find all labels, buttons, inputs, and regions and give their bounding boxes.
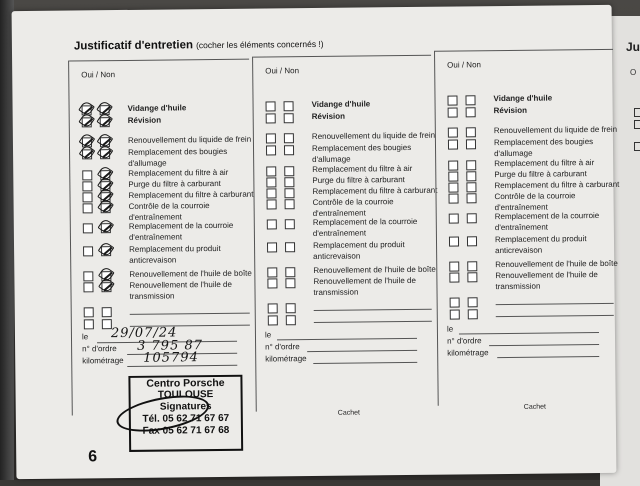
- checkbox-non[interactable]: [101, 282, 111, 292]
- checklist-item-label: Remplacement de la courroie d'entraînement: [128, 220, 234, 242]
- next-page-header: O: [630, 68, 637, 77]
- checkbox[interactable]: [450, 297, 460, 307]
- checklist-item-label: Renouvellement de l'huile de transmission: [495, 270, 598, 291]
- checkbox-oui[interactable]: [267, 267, 277, 277]
- checklist-item-label: Révision: [493, 105, 528, 116]
- checkbox-oui[interactable]: [83, 271, 93, 281]
- stamp-fax: Fax 05 62 71 67 68: [142, 424, 230, 437]
- checkbox-non[interactable]: [284, 166, 294, 176]
- checkbox[interactable]: [84, 319, 94, 329]
- checkbox-oui[interactable]: [448, 127, 458, 137]
- checkbox-oui[interactable]: [83, 203, 93, 213]
- checklist-item-label: Remplacement du filtre à carburant: [312, 185, 438, 197]
- checklist-item-label: Remplacement du filtre à air: [312, 163, 413, 175]
- checklist-item-label: Renouvellement de l'huile de boîte: [129, 268, 252, 279]
- checkbox-non[interactable]: [285, 219, 295, 229]
- checklist-row: [266, 99, 442, 112]
- checklist-item-label: Purge du filtre à carburant: [494, 169, 587, 180]
- checklist-row: [82, 135, 260, 148]
- yes-no-header: Oui / Non: [265, 66, 300, 76]
- checkbox[interactable]: [268, 303, 278, 313]
- label-ordre: n° d'ordre: [265, 342, 300, 352]
- checkbox-oui[interactable]: [266, 113, 276, 123]
- checkbox-non[interactable]: [465, 95, 475, 105]
- checkbox-non[interactable]: [466, 193, 476, 203]
- blank-row: [450, 295, 614, 308]
- checkbox[interactable]: [450, 309, 460, 319]
- blank-line: [496, 295, 614, 305]
- next-page-title: Ju: [626, 40, 640, 54]
- checklist-item-label: Remplacement des bougies d'allumage: [128, 146, 228, 168]
- checkbox: [634, 108, 640, 117]
- handwritten-ordre: 3 795 87: [137, 338, 204, 354]
- label-le: le: [264, 330, 272, 340]
- checkbox-oui[interactable]: [448, 160, 458, 170]
- checklist-row: [449, 234, 625, 257]
- checkbox-non[interactable]: [467, 236, 477, 246]
- stamp-line: Centro Porsche: [146, 376, 225, 390]
- checklist-row: [82, 115, 260, 128]
- checklist-item-label: Contrôle de la courroie d'entraînement: [128, 201, 210, 222]
- checklist-row: [83, 244, 261, 267]
- checklist-row: [83, 280, 261, 303]
- checkbox-non[interactable]: [284, 177, 294, 187]
- handwritten-date: 29/07/24: [110, 325, 178, 342]
- checklist-row: [267, 276, 443, 299]
- checkbox-non[interactable]: [100, 149, 110, 159]
- checkbox-non[interactable]: [467, 213, 477, 223]
- checkbox-non[interactable]: [285, 242, 295, 252]
- stamp-line: TOULOUSE: [157, 389, 214, 401]
- checkbox-non[interactable]: [284, 113, 294, 123]
- blank-row: [450, 307, 614, 320]
- checkbox-non[interactable]: [101, 203, 111, 213]
- checkbox-non[interactable]: [284, 101, 294, 111]
- checklist-row: [266, 143, 442, 166]
- checkbox-non[interactable]: [466, 139, 476, 149]
- checkbox[interactable]: [468, 297, 478, 307]
- checkbox-oui[interactable]: [449, 213, 459, 223]
- blank-row: [268, 313, 432, 326]
- checklist-row: [267, 217, 443, 240]
- checkbox-non[interactable]: [101, 223, 111, 233]
- checklist-item-label: Remplacement du filtre à air: [128, 167, 229, 178]
- checklist-item-label: Contrôle de la courroie d'entraînement: [312, 197, 394, 218]
- checklist-row: [447, 93, 623, 106]
- checkbox-non[interactable]: [284, 133, 294, 143]
- checkbox-non[interactable]: [466, 171, 476, 181]
- checkbox[interactable]: [286, 315, 296, 325]
- column-rule: [253, 55, 431, 58]
- checkbox-non[interactable]: [466, 107, 476, 117]
- cachet-label: Cachet: [523, 403, 546, 411]
- checkbox-oui[interactable]: [267, 219, 277, 229]
- checkbox-oui[interactable]: [83, 246, 93, 256]
- checkbox[interactable]: [468, 309, 478, 319]
- cachet-label: Cachet: [337, 409, 361, 417]
- checklist-item-label: Remplacement des bougies d'allumage: [311, 142, 412, 164]
- checklist-item-label: Purge du filtre à carburant: [312, 175, 405, 186]
- checkbox-oui[interactable]: [267, 278, 277, 288]
- checkbox-oui[interactable]: [83, 223, 93, 233]
- checklist-item-label: Renouvellement de l'huile de transmission: [129, 279, 232, 301]
- label-km: kilométrage: [265, 354, 307, 364]
- label-ordre: n° d'ordre: [446, 336, 482, 346]
- checkbox-oui[interactable]: [267, 242, 277, 252]
- checklist-item-label: Vidange d'huile: [311, 99, 371, 110]
- checklist-item-label: Remplacement du produit anticrevaison: [312, 240, 405, 261]
- checklist-row: [82, 147, 260, 170]
- yes-no-header: Oui / Non: [81, 70, 116, 80]
- checkbox-oui[interactable]: [266, 188, 276, 198]
- checkbox-oui[interactable]: [449, 236, 459, 246]
- checkbox-oui[interactable]: [82, 192, 92, 202]
- checkbox: [634, 120, 640, 129]
- checkbox-non[interactable]: [100, 117, 110, 127]
- checklist-item-label: Renouvellement du liquide de frein: [311, 130, 436, 142]
- checkbox-oui[interactable]: [266, 177, 276, 187]
- checklist-item-label: Renouvellement du liquide de frein: [493, 124, 618, 136]
- checklist-row: [449, 211, 625, 234]
- checkbox-oui[interactable]: [449, 272, 459, 282]
- checkbox-oui[interactable]: [82, 181, 92, 191]
- checkbox-non[interactable]: [285, 267, 295, 277]
- checklist-item-label: Révision: [311, 111, 346, 122]
- checklist-row: [266, 111, 442, 124]
- checkbox-non[interactable]: [285, 278, 295, 288]
- maintenance-page: [12, 5, 620, 479]
- title-subtitle: (cocher les éléments concernés !): [195, 38, 324, 51]
- checkbox-non[interactable]: [467, 272, 477, 282]
- checkbox[interactable]: [102, 307, 112, 317]
- checklist-row: [266, 131, 442, 144]
- checklist-item-label: Remplacement de la courroie d'entraînement: [312, 216, 418, 238]
- checkbox-oui[interactable]: [266, 166, 276, 176]
- checklist-item-label: Remplacement des bougies d'allumage: [493, 137, 594, 158]
- checkbox-non[interactable]: [284, 188, 294, 198]
- checkbox-non[interactable]: [466, 127, 476, 137]
- checklist-item-label: Vidange d'huile: [493, 93, 553, 104]
- checkbox-oui[interactable]: [448, 171, 458, 181]
- blank-row: [84, 305, 250, 318]
- title-text: Justificatif d'entretien: [73, 39, 194, 53]
- checkbox-oui[interactable]: [266, 145, 276, 155]
- checklist-item-label: Renouvellement du liquide de frein: [127, 134, 252, 145]
- yes-no-header: Oui / Non: [447, 60, 481, 70]
- blank-line: [314, 301, 432, 311]
- checkbox-oui[interactable]: [83, 282, 93, 292]
- checkbox-oui[interactable]: [82, 149, 92, 159]
- checkbox-oui[interactable]: [448, 139, 458, 149]
- checklist-item-label: Purge du filtre à carburant: [128, 178, 221, 189]
- checklist-item-label: Renouvellement de l'huile de boîte: [495, 258, 618, 270]
- checklist-item-label: Remplacement du produit anticrevaison: [494, 234, 587, 255]
- label-le: le: [446, 324, 454, 334]
- page-number: 6: [88, 448, 98, 466]
- checkbox: [634, 142, 640, 151]
- checklist-row: [267, 240, 443, 263]
- checklist-row: [448, 105, 624, 118]
- checkbox-oui[interactable]: [82, 170, 92, 180]
- checkbox-non[interactable]: [284, 145, 294, 155]
- blank-line: [496, 307, 614, 317]
- checklist-item-label: Remplacement de la courroie d'entraînement: [494, 211, 600, 232]
- checklist-item-label: Contrôle de la courroie d'entraînement: [494, 191, 576, 212]
- checkbox-oui[interactable]: [447, 95, 457, 105]
- column-rule: [435, 49, 613, 52]
- checklist-row: [82, 103, 260, 116]
- label-km: kilométrage: [82, 356, 124, 366]
- label-le: le: [81, 332, 89, 342]
- label-km: kilométrage: [447, 348, 489, 358]
- checklist-row: [448, 125, 624, 138]
- stamp-tel: Tél. 05 62 71 67 67: [142, 412, 230, 425]
- checklist-item-label: Renouvellement de l'huile de transmission: [313, 275, 416, 297]
- checklist-item-label: Remplacement du filtre à carburant: [128, 189, 254, 200]
- checkbox[interactable]: [286, 303, 296, 313]
- checkbox[interactable]: [84, 307, 94, 317]
- checkbox-oui[interactable]: [448, 107, 458, 117]
- page-title: [74, 38, 324, 53]
- label-ordre: n° d'ordre: [82, 344, 117, 354]
- blank-line: [130, 305, 250, 315]
- checkbox[interactable]: [268, 315, 278, 325]
- blank-line: [314, 313, 432, 323]
- checklist-item-label: Remplacement du produit anticrevaison: [129, 243, 221, 265]
- blank-row: [268, 301, 432, 314]
- checkbox-non[interactable]: [466, 182, 476, 192]
- checklist-item-label: Remplacement du filtre à carburant: [494, 179, 620, 191]
- checkbox-oui[interactable]: [448, 182, 458, 192]
- checkbox-non[interactable]: [466, 160, 476, 170]
- checkbox-non[interactable]: [101, 246, 111, 256]
- column-rule: [69, 59, 249, 62]
- checkbox-non[interactable]: [467, 261, 477, 271]
- checklist-row: [448, 137, 624, 160]
- checkbox-oui[interactable]: [449, 261, 459, 271]
- checklist-item-label: Révision: [127, 115, 162, 125]
- handwritten-km: 105794: [143, 350, 199, 366]
- stamp-line: Signatures: [159, 401, 212, 413]
- checkbox-non[interactable]: [285, 199, 295, 209]
- checklist-item-label: Remplacement du filtre à air: [494, 158, 595, 169]
- checkbox-oui[interactable]: [449, 193, 459, 203]
- checklist-item-label: Renouvellement de l'huile de boîte: [313, 264, 436, 276]
- checklist-item-label: Vidange d'huile: [127, 103, 187, 113]
- checkbox-oui[interactable]: [267, 199, 277, 209]
- checkbox-oui[interactable]: [82, 117, 92, 127]
- checkbox-oui[interactable]: [266, 133, 276, 143]
- checklist-row: [449, 270, 625, 293]
- checkbox-oui[interactable]: [266, 101, 276, 111]
- checklist-row: [83, 221, 261, 244]
